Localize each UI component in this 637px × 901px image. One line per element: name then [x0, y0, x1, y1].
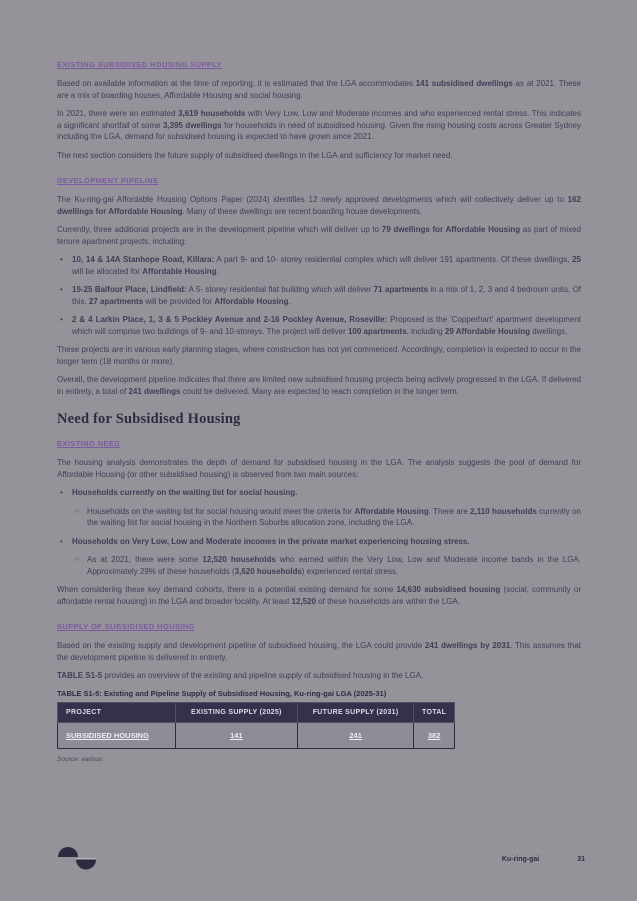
bullet-icon: • — [60, 488, 63, 497]
bullet-icon: • — [60, 536, 63, 546]
cell-total: 382 — [414, 722, 455, 748]
list-item-text: Households on Very Low, Low and Moderate incomes in the private market experiencing housing stress. — [72, 536, 470, 546]
column-header-project: PROJECT — [58, 702, 176, 722]
page-footer — [57, 842, 585, 877]
existing-need-list — [57, 487, 581, 577]
paragraph: Based on available information at the time of reporting, it is estimated that the LGA accommodates 141 subsidised dwellings as at 2021. These are a mix of boarding houses, Affordable Housing and social housing. — [57, 79, 581, 100]
list-item — [57, 487, 581, 529]
table-caption: TABLE S1-5: Existing and Pipeline Supply of Subsidised Housing, Ku-ring-gai LGA (2025-31) — [57, 688, 387, 698]
bullet-icon: • — [60, 315, 63, 324]
paragraph: The housing analysis demonstrates the depth of demand for subsidised housing in the LGA. The analysis suggests the pool of demand for Affordable Housing (or other subsidised housing) is observed from two main sources: — [57, 458, 581, 479]
paragraph: These projects are in various early planning stages, where construction has not yet commenced. Accordingly, completion is expected to occur in the longer term (18 months or more). — [57, 345, 581, 366]
section-heading-development-pipeline: DEVELOPMENT PIPELINE — [57, 176, 159, 185]
section-heading-existing-subsidised-housing-supply: EXISTING SUBSIDISED HOUSING SUPPLY — [57, 60, 223, 69]
list-item-text: 10, 14 & 14A Stanhope Road, Killara: A part 9- and 10- storey residential complex which will deliver 191 apartments. Of these dwellings, 25 will be allocated for Affordable Housing. — [72, 255, 581, 276]
sub-list-item-text: As at 2021, there were some 12,520 households who earned within the Very Low, Low and Moderate income bands in the LGA. Approximately 29% of these households (3,620 households) experienced rental stress. — [87, 555, 581, 576]
page-content — [57, 60, 581, 763]
pipeline-project-list — [57, 254, 581, 337]
list-item — [57, 284, 581, 307]
bullet-icon: • — [60, 285, 63, 294]
paragraph: The next section considers the future supply of subsidised dwellings in the LGA and sufficiency for market need. — [57, 150, 453, 160]
subsidised-housing-supply-table — [57, 702, 455, 749]
column-header-future-supply: FUTURE SUPPLY (2031) — [297, 702, 413, 722]
bullet-icon: • — [60, 255, 63, 264]
list-item — [57, 254, 581, 277]
footer-brand: Ku-ring-gai — [501, 856, 540, 863]
table-source-note: Source: various — [57, 755, 103, 763]
list-item-text: Households currently on the waiting list for social housing. — [72, 488, 298, 497]
list-item — [57, 536, 581, 578]
page-number: 31 — [577, 856, 585, 863]
list-item-text: 2 & 4 Larkin Place, 1, 3 & 5 Pockley Avenue and 2-16 Pockley Avenue, Roseville: Proposed is the 'Copperhart' apartment development which will comprise two buildings of 9- and 10-storeys. The project will deliver 100 apartments, including 29 Affordable Housing dwellings. — [72, 315, 582, 336]
paragraph: TABLE S1-5 provides an overview of the existing and pipeline supply of subsidised housing in the LGA. — [57, 671, 424, 680]
column-header-existing-supply: EXISTING SUPPLY (2025) — [175, 702, 297, 722]
cell-project: SUBSIDISED HOUSING — [58, 722, 176, 748]
section-heading-existing-need: EXISTING NEED — [57, 439, 121, 448]
paragraph: The Ku-ring-gai Affordable Housing Options Paper (2024) identifies 12 newly approved developments which will collectively deliver up to 162 dwellings for Affordable Housing. Many of these dwellings are recent boarding house developments. — [57, 195, 581, 216]
sub-list-item-text: Households on the waiting list for social housing would meet the criteria for Affordable Housing. There are 2,110 households currently on the waiting list for social housing in the Northern Suburbs allocation zone, including the LGA. — [87, 506, 581, 527]
sub-bullet-icon: ○ — [75, 556, 80, 563]
cell-existing-supply: 141 — [175, 722, 297, 748]
paragraph: Currently, three additional projects are in the development pipeline which will deliver up to 79 dwellings for Affordable Housing as part of mixed tenure apartment projects, including: — [57, 225, 581, 246]
cell-future-supply: 241 — [297, 722, 413, 748]
table-row — [58, 722, 455, 748]
paragraph: Overall, the development pipeline indicates that there are limited new subsidised housing projects being actively progressed in the LGA. If delivered in entirety, a total of 241 dwellings could be delivered. Many are expected to reach completion in the longer term. — [57, 375, 581, 396]
column-header-total: TOTAL — [414, 702, 455, 722]
list-item-text: 19-25 Balfour Place, Lindfield: A 5- storey residential flat building which will deliver 71 apartments in a mix of 1, 2, 3 and 4 bedroom units. Of this, 27 apartments will be provided for Affordable Housing. — [72, 285, 582, 306]
page-title: Need for Subsidised Housing — [57, 411, 241, 427]
list-item — [57, 314, 581, 337]
wave-logo-icon — [57, 842, 99, 877]
paragraph: When considering these key demand cohorts, there is a potential existing demand for some 14,630 subsidised housing (social, community or affordable rental housing) in the LGA and broader locality. At least 12,520 of these households are within the LGA. — [57, 585, 581, 606]
section-heading-supply-of-subsidised-housing: SUPPLY OF SUBSIDISED HOUSING — [57, 622, 195, 631]
sub-bullet-icon: ○ — [75, 507, 80, 515]
paragraph: Based on the existing supply and development pipeline of subsidised housing, the LGA could provide 241 dwellings by 2031. This assumes that the development pipeline is delivered in entirety. — [57, 641, 581, 662]
paragraph: In 2021, there were an estimated 3,619 households with Very Low, Low and Moderate incomes and who experienced rental stress. This indicates a significant shortfall of some 3,395 dwellings for households in need of subsidised housing. Given the rising housing costs across Greater Sydney including the LGA, demand for subsidised housing is expected to have grown since 2021. — [57, 109, 582, 141]
table-header-row — [58, 702, 455, 722]
